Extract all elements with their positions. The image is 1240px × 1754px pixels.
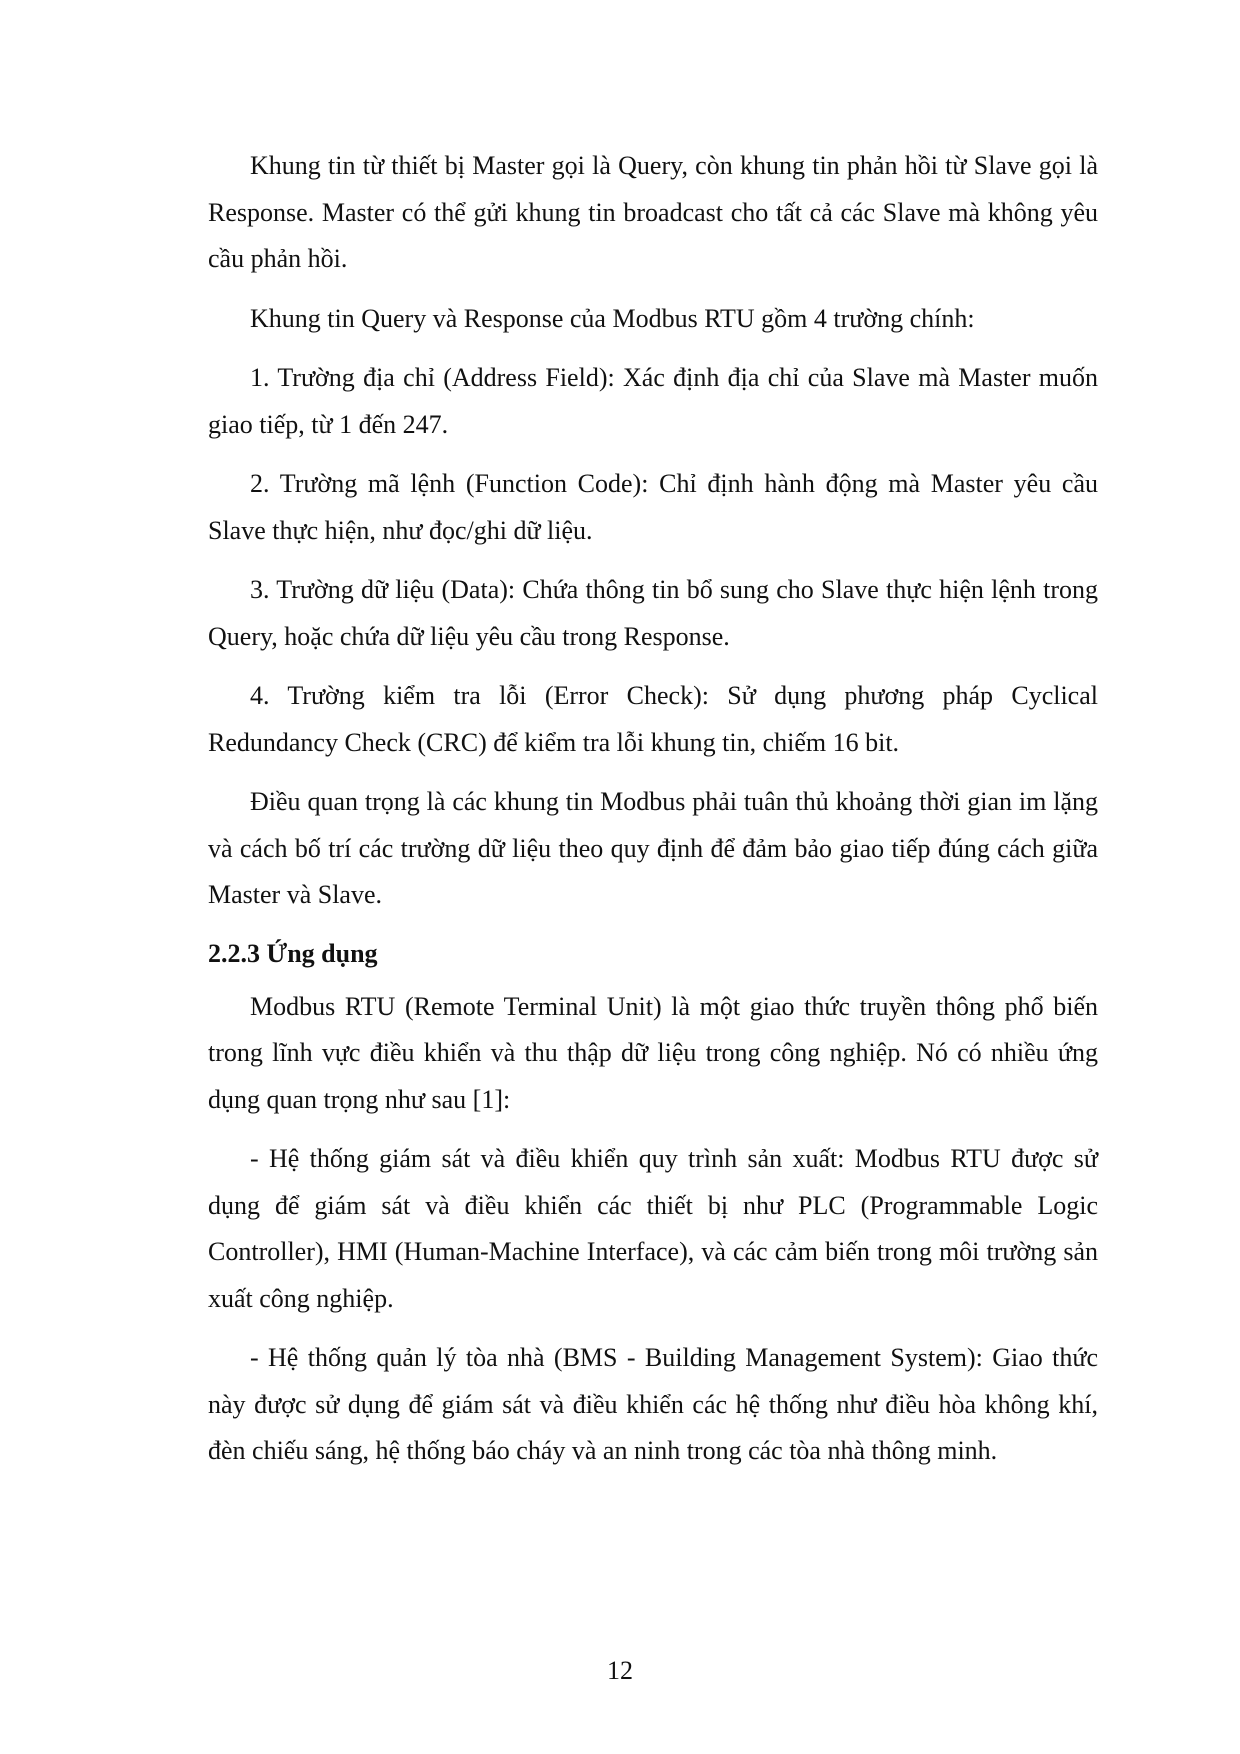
paragraph-building-management: - Hệ thống quản lý tòa nhà (BMS - Building Management System): Giao thức này được sử dụng để giám sát và điều khiển các hệ thống như điều hòa không khí, đèn chiếu sáng, hệ thống báo cháy và an ninh trong các tòa nhà thông minh. <box>208 1343 1098 1465</box>
paragraph-process-control: - Hệ thống giám sát và điều khiển quy trình sản xuất: Modbus RTU được sử dụng để giám sát và điều khiển các thiết bị như PLC (Programmable Logic Controller), HMI (Human-Machine Interface), và các cảm biến trong môi trường sản xuất công nghiệp. <box>208 1144 1098 1313</box>
paragraph-data-field: 3. Trường dữ liệu (Data): Chứa thông tin bổ sung cho Slave thực hiện lệnh trong Query, hoặc chứa dữ liệu yêu cầu trong Response. <box>208 575 1098 651</box>
paragraph-address-field: 1. Trường địa chỉ (Address Field): Xác định địa chỉ của Slave mà Master muốn giao tiếp, từ 1 đến 247. <box>208 363 1098 439</box>
paragraph-frame-types: Khung tin từ thiết bị Master gọi là Query, còn khung tin phản hồi từ Slave gọi là Response. Master có thể gửi khung tin broadcast cho tất cả các Slave mà không yêu cầu phản hồi. <box>208 151 1098 273</box>
page-number: 12 <box>607 1656 633 1685</box>
paragraph-function-code: 2. Trường mã lệnh (Function Code): Chỉ định hành động mà Master yêu cầu Slave thực hiện, như đọc/ghi dữ liệu. <box>208 469 1098 545</box>
paragraph-modbus-intro: Modbus RTU (Remote Terminal Unit) là một giao thức truyền thông phổ biến trong lĩnh vực điều khiển và thu thập dữ liệu trong công nghiệp. Nó có nhiều ứng dụng quan trọng như sau [1]: <box>208 991 1098 1114</box>
page-body <box>208 143 1098 1488</box>
paragraph-frame-fields-intro: Khung tin Query và Response của Modbus RTU gồm 4 trường chính: <box>250 303 975 333</box>
paragraph-silence-rule: Điều quan trọng là các khung tin Modbus phải tuân thủ khoảng thời gian im lặng và cách bố trí các trường dữ liệu theo quy định để đảm bảo giao tiếp đúng cách giữa Master và Slave. <box>208 787 1098 909</box>
paragraph-error-check: 4. Trường kiểm tra lỗi (Error Check): Sử dụng phương pháp Cyclical Redundancy Check (CRC) để kiểm tra lỗi khung tin, chiếm 16 bit. <box>208 681 1098 757</box>
section-heading: 2.2.3 Ứng dụng <box>208 938 378 968</box>
